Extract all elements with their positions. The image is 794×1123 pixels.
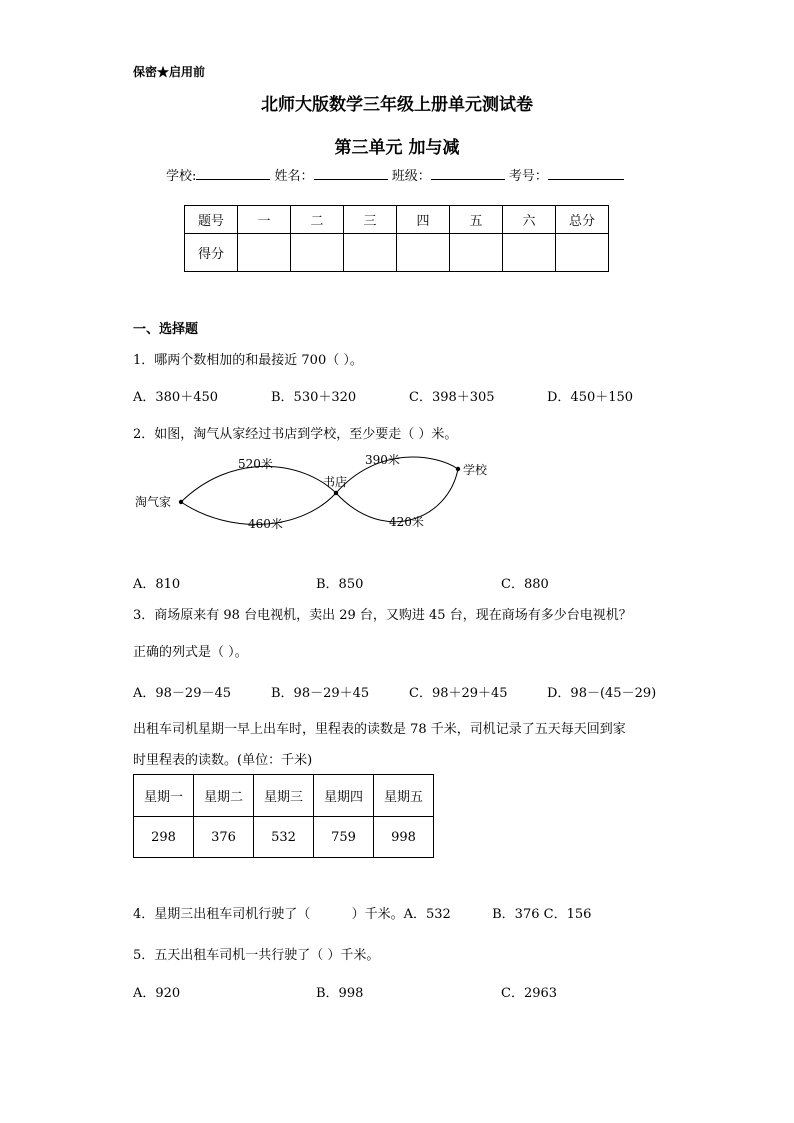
question-2-text: 2．如图，淘气从家经过书店到学校，至少要走（ ）米。: [133, 427, 458, 442]
question-3-text-continued: 正确的列式是（ ）。: [133, 645, 248, 660]
store-point: [334, 491, 338, 495]
home-label: 淘气家: [135, 495, 172, 509]
question-3-text: 3．商场原来有 98 台电视机，卖出 29 台，又购进 45 台，现在商场有多少台电视机？: [133, 608, 632, 623]
odometer-reading-row: [134, 817, 434, 858]
q3-option-d[interactable]: D．98－(45－29): [547, 686, 657, 701]
reading-cell: 376: [194, 817, 254, 858]
q2-option-c[interactable]: C．880: [501, 577, 549, 592]
distance-top-left: 520米: [238, 457, 273, 471]
question-5-text: 5．五天出租车司机一共行驶了（ ）千米。: [133, 948, 380, 963]
day-cell: 星期二: [194, 775, 254, 817]
day-cell: 星期五: [374, 775, 434, 817]
score-header-cell: 总分: [556, 206, 609, 234]
home-point: [179, 500, 183, 504]
reading-cell: 298: [134, 817, 194, 858]
q1-option-c[interactable]: C．398＋305: [409, 390, 495, 405]
secret-label: 保密★启用前: [133, 65, 206, 79]
school-label: 学校: [463, 463, 488, 477]
section-title: 一、选择题: [133, 322, 199, 337]
score-header-cell: 四: [397, 206, 450, 234]
score-header-cell: 题号: [185, 206, 238, 234]
class-label: 班级：: [391, 169, 431, 184]
route-home-store-top: [181, 466, 336, 502]
score-header-cell: 一: [238, 206, 291, 234]
day-cell: 星期一: [134, 775, 194, 817]
q1-option-a[interactable]: A．380＋450: [133, 390, 219, 405]
unit-subtitle: 第三单元 加与减: [334, 138, 460, 158]
q2-option-b[interactable]: B．850: [316, 577, 364, 592]
q5-option-c[interactable]: C．2963: [501, 986, 558, 1001]
odometer-day-row: [134, 775, 434, 817]
reading-cell: 998: [374, 817, 434, 858]
q5-option-a[interactable]: A．920: [133, 986, 181, 1001]
score-header-cell: 五: [450, 206, 503, 234]
reading-cell: 759: [314, 817, 374, 858]
day-cell: 星期三: [254, 775, 314, 817]
q3-option-a[interactable]: A．98－29－45: [133, 686, 232, 701]
distance-top-right: 390米: [365, 453, 400, 467]
q2-option-a[interactable]: A．810: [133, 577, 181, 592]
q5-option-b[interactable]: B．998: [316, 986, 364, 1001]
q3-option-c[interactable]: C．98＋29＋45: [409, 686, 508, 701]
distance-bottom-right: 420米: [389, 515, 424, 529]
taxi-passage-text-continued: 时里程表的读数。(单位：千米): [133, 753, 313, 768]
score-header-cell: 六: [503, 206, 556, 234]
distance-bottom-left: 460米: [248, 517, 283, 531]
score-row-label: 得分: [185, 234, 238, 272]
school-point: [456, 467, 460, 471]
score-header-cell: 三: [344, 206, 397, 234]
score-header-cell: 二: [291, 206, 344, 234]
route-store-school-bottom: [336, 469, 458, 522]
exam-number-label: 考号：: [508, 169, 548, 184]
question-4-text: 4．星期三出租车司机行驶了（ ）千米。A．532 B．376 C．156: [133, 907, 592, 922]
odometer-table: [133, 774, 434, 858]
q1-option-b[interactable]: B．530＋320: [271, 390, 357, 405]
store-label: 书店: [323, 475, 348, 489]
q3-option-b[interactable]: B．98－29＋45: [271, 686, 370, 701]
question-1-text: 1．哪两个数相加的和最接近 700（ ）。: [133, 353, 363, 368]
day-cell: 星期四: [314, 775, 374, 817]
name-label: 姓名：: [274, 169, 314, 184]
reading-cell: 532: [254, 817, 314, 858]
taxi-passage-text: 出租车司机星期一早上出车时，里程表的读数是 78 千米，司机记录了五天每天回到家: [133, 722, 626, 737]
exam-title: 北师大版数学三年级上册单元测试卷: [261, 95, 533, 115]
school-label: 学校:: [166, 169, 197, 184]
q1-option-d[interactable]: D．450＋150: [547, 390, 634, 405]
